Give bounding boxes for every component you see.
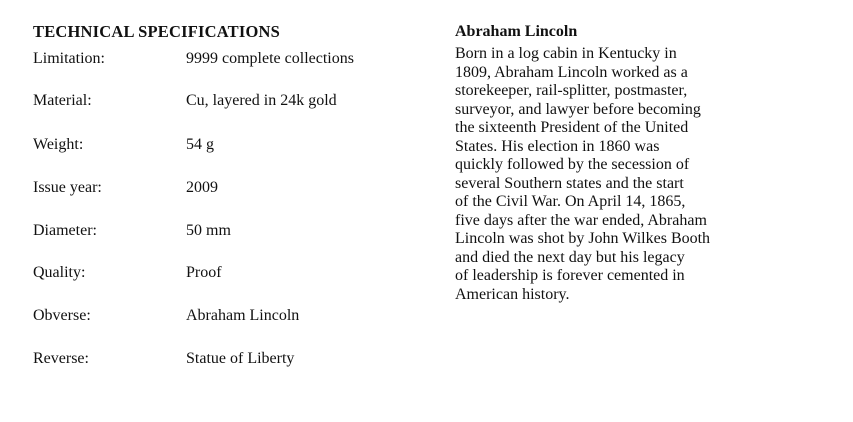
spec-label: Issue year: bbox=[33, 179, 102, 196]
biography-line: States. His election in 1860 was bbox=[455, 137, 660, 155]
biography-line: of leadership is forever cemented in bbox=[455, 267, 685, 284]
biography-line: and died the next day but his legacy bbox=[455, 248, 685, 266]
spec-label: Weight: bbox=[33, 136, 84, 153]
spec-value: 2009 bbox=[186, 179, 218, 196]
biography-line: Born in a log cabin in Kentucky in bbox=[455, 45, 677, 62]
spec-value: Abraham Lincoln bbox=[186, 307, 300, 324]
spec-value: 54 g bbox=[186, 136, 214, 153]
spec-label: Diameter: bbox=[33, 222, 97, 239]
spec-value: Statue of Liberty bbox=[186, 350, 295, 367]
spec-label: Obverse: bbox=[33, 307, 91, 324]
biography-line: storekeeper, rail-splitter, postmaster, bbox=[455, 82, 688, 99]
biography-text bbox=[455, 45, 775, 304]
spec-value: Cu, layered in 24k gold bbox=[186, 92, 337, 109]
spec-value: 9999 complete collections bbox=[186, 50, 354, 67]
spec-label: Material: bbox=[33, 92, 92, 109]
spec-label: Quality: bbox=[33, 264, 86, 281]
spec-label: Limitation: bbox=[33, 50, 105, 67]
spec-value: 50 mm bbox=[186, 222, 231, 239]
biography-line: American history. bbox=[455, 285, 570, 303]
biography-line: of the Civil War. On April 14, 1865, bbox=[455, 193, 686, 210]
biography-line: surveyor, and lawyer before becoming bbox=[455, 100, 701, 118]
biography-line: several Southern states and the start bbox=[455, 174, 684, 192]
biography-line: quickly followed by the secession of bbox=[455, 156, 690, 173]
biography-line: 1809, Abraham Lincoln worked as a bbox=[455, 63, 688, 81]
spec-label: Reverse: bbox=[33, 350, 89, 367]
biography-line: the sixteenth President of the United bbox=[455, 119, 689, 136]
biography-line: five days after the war ended, Abraham bbox=[455, 211, 707, 229]
biography-heading: Abraham Lincoln bbox=[455, 23, 578, 40]
biography-line: Lincoln was shot by John Wilkes Booth bbox=[455, 230, 711, 247]
specifications-heading: TECHNICAL SPECIFICATIONS bbox=[33, 22, 281, 41]
spec-value: Proof bbox=[186, 264, 222, 281]
